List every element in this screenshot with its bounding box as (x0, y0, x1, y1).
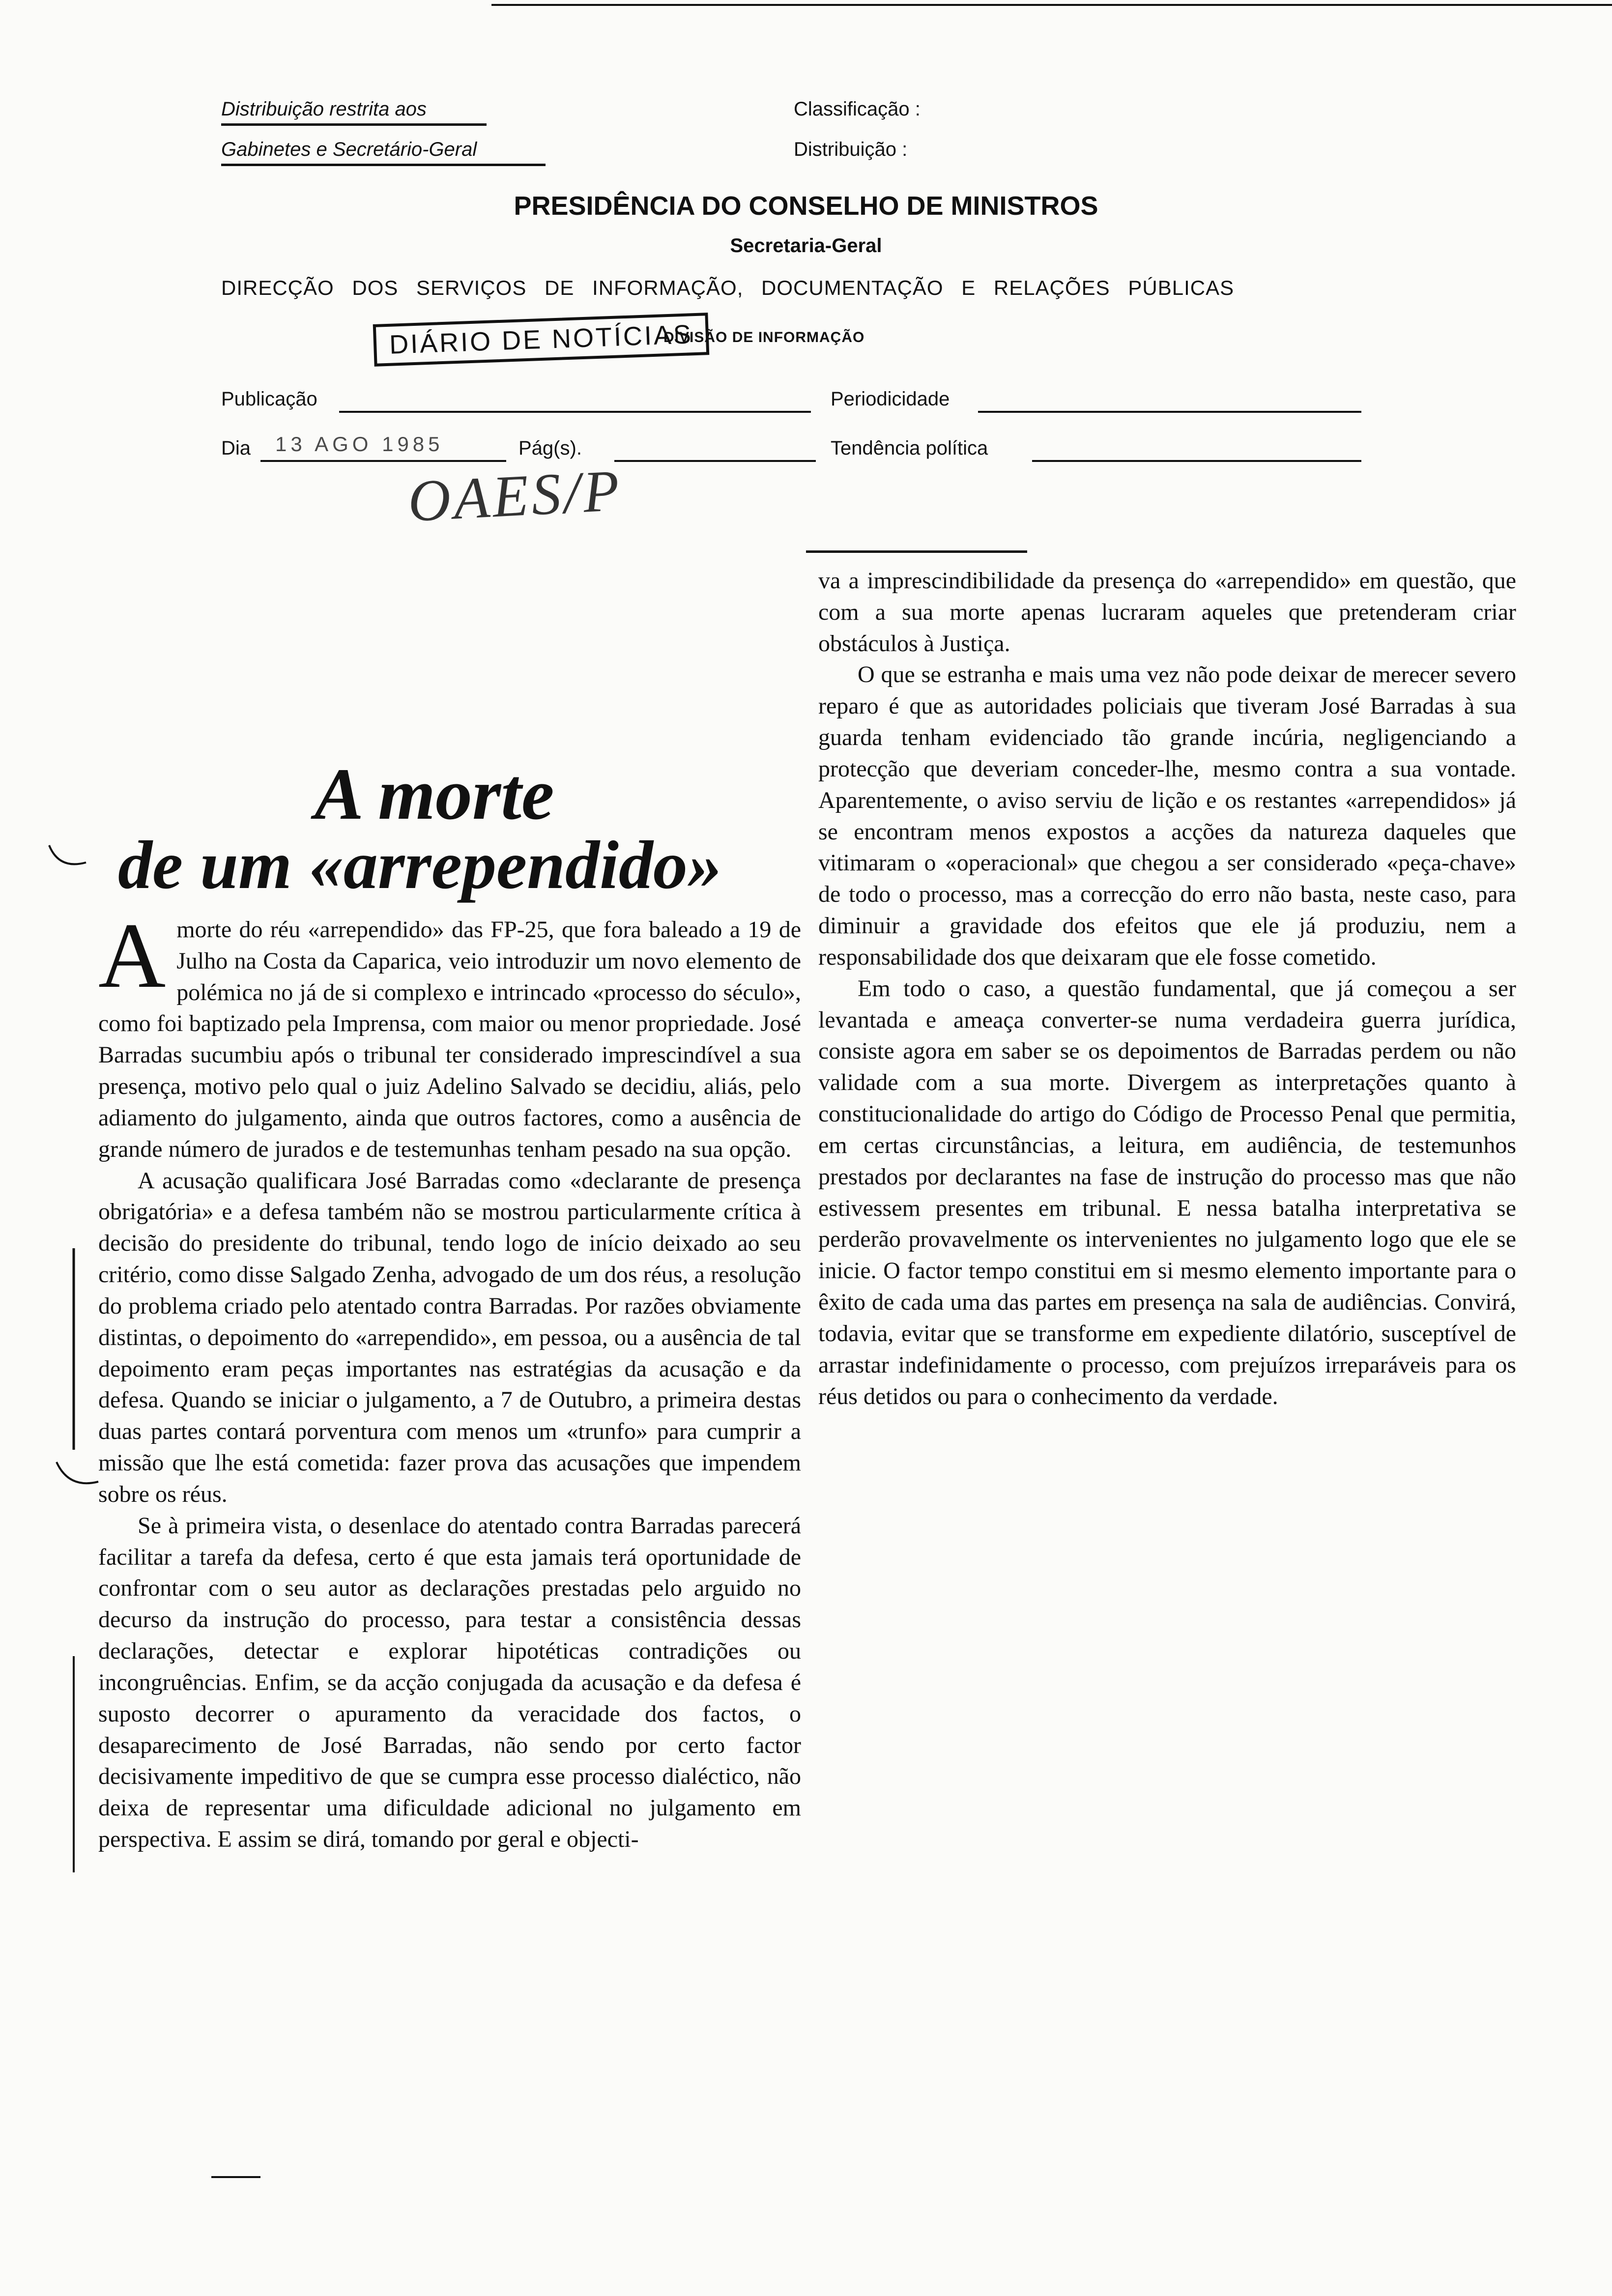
right-column-rule (806, 550, 1027, 553)
publication-line (339, 411, 811, 413)
distribution-label: Distribuição : (794, 139, 908, 160)
pages-line (614, 460, 816, 462)
distribution-restricted-line1: Distribuição restrita aos (221, 98, 496, 126)
division-label: DIVISÃO DE INFORMAÇÃO (663, 329, 865, 345)
article-paragraph: O que se estranha e mais uma vez não pode deixar de merecer severo reparo é que as autoridades policiais que tiveram José Barradas à sua guarda tenham evidenciado tão grande incúria, negligenciando a protecção que deveriam conceder-lhe, mesmo contra a sua vontade. Aparentemente, o aviso serviu de lição e os restantes «arrependidos» já se encontram menos expostos a acções da natureza daqueles que vitimaram o «operacional» que chegou a ser considerado «peça-chave» de todo o processo, mas a correcção do erro não basta, neste caso, para diminuir a gravidade dos efeitos que ele já produziu, nem a responsabilidade dos que deixaram que ele fosse cometido. (818, 661, 1516, 970)
handwritten-mark: OAES/P (406, 457, 624, 534)
political-tendency-line (1032, 460, 1361, 462)
distribution-restricted-line2: Gabinetes e Secretário-Geral (221, 139, 555, 166)
periodicity-line (978, 411, 1361, 413)
article-paragraph: A acusação qualificara José Barradas como «declarante de presença obrigatória» e a defesa também não se mostrou particularmente crítica à decisão do presidente do tribunal, tendo logo de início deixado ao seu critério, como disse Salgado Zenha, advogado de um dos réus, a resolução do problema criado pelo atentado contra Barradas. Por razões obviamente distintas, o depoimento do «arrependido», em pessoa, ou a ausência de tal depoimento eram peças importantes nas estratégias da acusação e da defesa. Quando se iniciar o julgamento, a 7 de Outubro, a primeira destas duas partes contará porventura com menos um «trunfo» para cumprir a missão que lhe está cometida: fazer prova das acusações que impendem sobre os réus. (98, 1167, 801, 1507)
periodicity-label: Periodicidade (831, 388, 950, 410)
org-subtitle: Secretaria-Geral (730, 235, 882, 257)
article-paragraph: Se à primeira vista, o desenlace do atentado contra Barradas parecerá facilitar a tarefa da defesa, certo é que esta jamais terá oportunidade de confrontar com o seu autor as declarações prestadas pelo arguido no decurso da instrução do processo, para testar a consistência dessas declarações, detectar e explorar hipotéticas contradições ou incongruências. Enfim, se da acção conjugada da acusação e da defesa é suposto decorrer o apuramento da veracidade dos factos, o desaparecimento de José Barradas, não sendo por certo factor decisivamente impeditivo de que se cumpra esse processo dialéctico, não deixa de representar uma dificuldade adicional no julgamento em perspectiva. E assim se dirá, tomando por geral e objecti- (98, 1512, 801, 1853)
directorate: DIRECÇÃO DOS SERVIÇOS DE INFORMAÇÃO, DOCUMENTAÇÃO E RELAÇÕES PÚBLICAS (221, 276, 1235, 299)
org-title: PRESIDÊNCIA DO CONSELHO DE MINISTROS (514, 191, 1098, 221)
article-title-line2: de um «arrependido» (118, 827, 722, 903)
publication-label: Publicação (221, 388, 317, 410)
article-paragraph: va a imprescindibilidade da presença do «arrependido» em questão, que com a sua morte apenas lucraram aqueles que pretenderam criar obstáculos à Justiça. (818, 568, 1516, 657)
article-title-line1: A morte (315, 753, 554, 835)
pages-label: Pág(s). (518, 437, 582, 459)
day-value: 13 AGO 1985 (275, 432, 444, 456)
political-tendency-label: Tendência política (831, 437, 988, 459)
newspaper-stamp: DIÁRIO DE NOTÍCIAS (373, 313, 710, 367)
day-line (260, 460, 506, 462)
article-paragraph: Amorte do réu «arrependido» das FP-25, que fora baleado a 19 de Julho na Costa da Caparica, veio introduzir um novo elemento de polémica no já de si complexo e intrincado «processo do século», como foi baptizado pela Imprensa, com maior ou menor propriedade. José Barradas sucumbiu após o tribunal ter considerado imprescindível a sua presença, motivo pelo qual o juiz Adelino Salvado se decidiu, aliás, pelo adiamento do julgamento, ainda que outros factores, como a ausência de grande número de jurados e de testemunhas tenham pesado na sua opção. (98, 904, 801, 1162)
classification-label: Classificação : (794, 98, 921, 120)
day-label: Dia (221, 437, 251, 459)
article-right-column (818, 565, 1516, 1412)
article-paragraph: Em todo o caso, a questão fundamental, que já começou a ser levantada e ameaça converter-se numa verdadeira guerra jurídica, consiste agora em saber se os depoimentos de Barradas perdem ou não validade com a sua morte. Divergem as interpretações quanto à constitucionalidade do artigo do Código de Processo Penal que permitia, em certas circunstâncias, a leitura, em audiência, de testemunhos prestados por declarantes na fase de instrução do processo mas que não estivessem presentes em tribunal. E nessa batalha interpretativa se perderão provavelmente os intervenientes no julgamento logo que ele se inicie. O factor tempo constitui em si mesmo elemento importante para o êxito de cada uma das partes em presença na sala de audiências. Convirá, todavia, evitar que se transforme em expediente dilatório, susceptível de arrastar indefinidamente o processo, com prejuízos irreparáveis para os réus detidos ou para o conhecimento da verdade. (818, 975, 1516, 1409)
article-left-column (98, 904, 801, 1855)
drop-cap: A (98, 904, 166, 1007)
